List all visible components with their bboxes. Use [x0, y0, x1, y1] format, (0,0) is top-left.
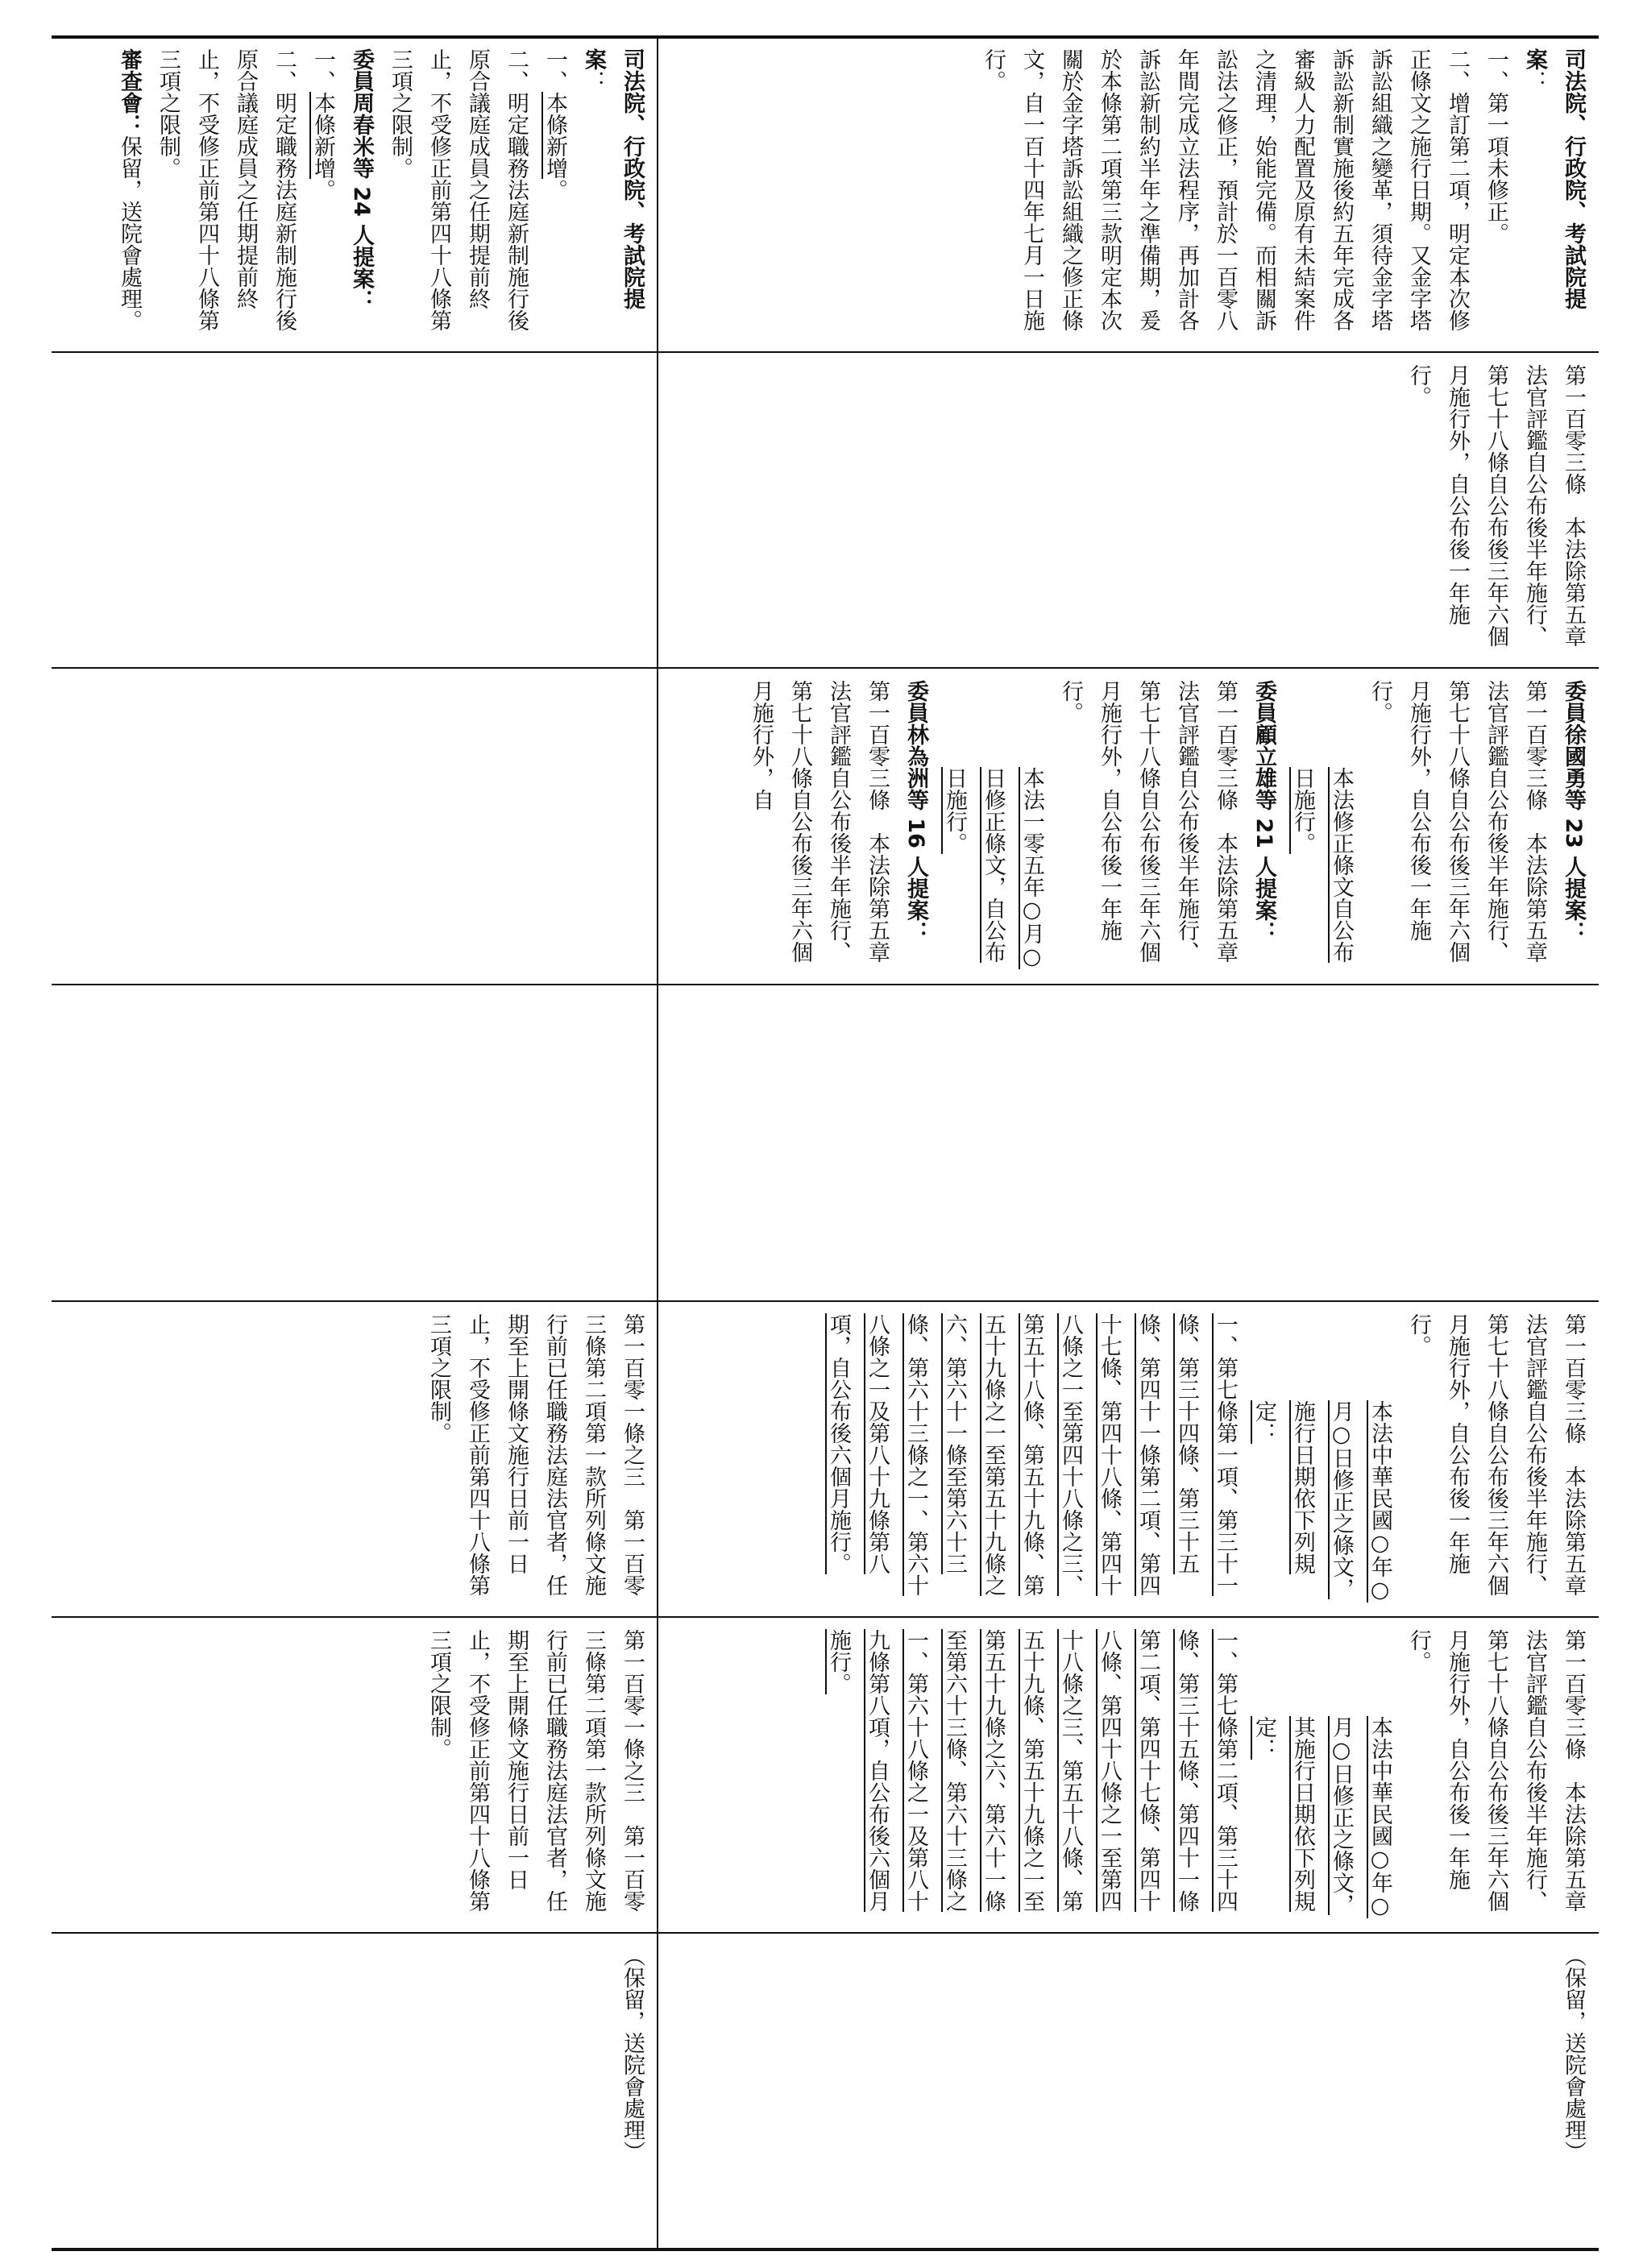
paragraph — [1244, 1629, 1399, 1932]
paragraph-text: 二、明定職務法庭新制施行後原合議庭成員之任期提前終止，不受修正前第四十八條第三項之限制。 — [388, 48, 529, 331]
amended-text: 一、第七條第一項、第三十一條、第三十四條、第三十五條、第四十一條第二項、第四十七條、第四十八條、第四十八條之一至第四十八條之三、第五十八條、第五十九條、第五十九條之一至第五十九條之六、第六十一條至第六十三條、第六十三條之一、第六十八條之一及第八十九條第八項，自公布後六個月施行。 — [826, 1313, 1238, 1596]
paragraph — [1244, 1313, 1399, 1616]
paragraph — [419, 1629, 651, 1932]
paragraph-text: 第一百零三條 本法除第五章法官評鑑自公布後半年施行、第七十八條自公布後三年六個月施行外，自公布後一年施行。 — [1406, 364, 1586, 647]
paragraph-text: 第一百零三條 本法除第五章法官評鑑自公布後半年施行、第七十八條自公布後三年六個月施行外，自公布後一年施行。 — [1406, 1313, 1586, 1596]
paragraph — [535, 48, 574, 351]
paragraph — [741, 680, 896, 983]
paragraph — [896, 680, 935, 983]
paragraph — [1515, 48, 1592, 351]
paragraph-text: 保留，送院會處理。 — [117, 135, 142, 331]
paragraph-text: （保留，送院會處理） — [620, 1945, 645, 2162]
paragraph — [380, 48, 535, 351]
cell-right — [664, 1618, 1592, 1932]
cell-right — [664, 985, 1592, 1300]
paragraph — [1283, 680, 1360, 983]
paragraph — [1554, 1945, 1592, 2248]
paragraph-text: 第一百零三條 本法除第五章法官評鑑自公布後半年施行、第七十八條自公布後三年六個月施行外，自公布後一年施行。 — [1406, 1629, 1586, 1912]
proposal-heading: 司法院、行政院、考試院提案 — [1522, 48, 1586, 309]
paragraph-text: 第一百零一條之三 第一百零三條第二項第一款所列條文施行前已任職務法庭法官者，任期至上開條文施行日前一日止，不受修正前第四十八條第三項之限制。 — [426, 1313, 645, 1596]
paragraph-text: 二、明定職務法庭新制施行後原合議庭成員之任期提前終止，不受修正前第四十八條第三項之限制。 — [156, 48, 297, 331]
paragraph-text: 一、 — [310, 48, 335, 92]
amended-text: 本法一零五年○月○日修正條文，自公布日施行。 — [942, 767, 1044, 969]
cell-right — [664, 1934, 1592, 2248]
proposal-heading: 委員顧立雄等 21 人提案： — [1251, 680, 1276, 943]
paragraph — [973, 48, 1476, 351]
paragraph — [574, 48, 651, 351]
amended-text: 本條新增 — [542, 92, 567, 179]
cell-left — [58, 1618, 651, 1932]
cell-right — [664, 669, 1592, 983]
paragraph — [819, 1313, 1244, 1616]
paragraph — [1244, 680, 1283, 983]
cell-left — [58, 37, 651, 351]
proposal-heading: 委員周春米等 24 人提案： — [349, 48, 374, 312]
cell-right — [664, 37, 1592, 351]
column-divider — [657, 37, 658, 2249]
amended-text: 本法中華民國○年○月○日修正之條文，其施行日期依下列規定： — [1251, 1716, 1392, 1918]
paragraph — [935, 680, 1051, 983]
cell-left — [58, 1302, 651, 1616]
paragraph — [110, 48, 148, 351]
paragraph — [1399, 1629, 1592, 1932]
paragraph — [1476, 48, 1515, 351]
paragraph-text: （保留，送院會處理） — [1561, 1945, 1586, 2162]
paragraph-text: 二、增訂第二項，明定本次修正條文之施行日期。又金字塔訴訟組織之變革，須待金字塔訴訟新制實施後約五年完成各審級人力配置及原有未結案件之清理，始能完備。而相關訴訟法之修正，預計於一百零八年間完成立法程序，再加計各訴訟新制約半年之準備期，爰於本條第二項第三款明定本次關於金字塔訴訟組織之修正條文，自一百十四年七月一日施行。 — [981, 48, 1470, 331]
cell-left — [58, 353, 651, 667]
paragraph — [1399, 364, 1592, 667]
paragraph — [612, 1945, 651, 2248]
paragraph — [419, 1313, 651, 1616]
amended-text: 本法修正條文自公布日施行。 — [1290, 767, 1354, 963]
paragraph — [1554, 680, 1592, 983]
paragraph — [342, 48, 380, 351]
paragraph — [148, 48, 303, 351]
proposal-heading: 司法院、行政院、考試院提案 — [581, 48, 645, 309]
paragraph — [1399, 1313, 1592, 1616]
paragraph — [303, 48, 342, 351]
paragraph-text: 一、第一項未修正。 — [1483, 48, 1508, 244]
proposal-heading: 審查會： — [117, 48, 142, 135]
paragraph-text: 一、 — [542, 48, 567, 92]
cell-left — [58, 669, 651, 983]
cell-right — [664, 353, 1592, 667]
paragraph-text: ： — [1522, 70, 1547, 92]
amended-text: 本法中華民國○年○月○日修正之條文，施行日期依下列規定： — [1251, 1400, 1392, 1603]
paragraph-text: 第一百零三條 本法除第五章法官評鑑自公布後半年施行、第七十八條自公布後三年六個月施行外，自 — [749, 680, 890, 963]
cell-right — [664, 1302, 1592, 1616]
paragraph — [819, 1629, 1244, 1932]
amended-text: 一、第七條第二項、第三十四條、第三十五條、第四十一條第二項、第四十七條、第四十八條、第四十八條之一至第四十八條之三、第五十八條、第五十九條、第五十九條之一至第五十九條之六、第六十一條至第六十三條、第六十三條之一、第六十八條之一及第八十九條第八項，自公布後六個月施行。 — [826, 1629, 1238, 1912]
cell-left — [58, 985, 651, 1300]
paragraph — [1360, 680, 1554, 983]
paragraph-text: 第一百零一條之三 第一百零三條第二項第一款所列條文施行前已任職務法庭法官者，任期至上開條文施行日前一日止，不受修正前第四十八條第三項之限制。 — [426, 1629, 645, 1912]
paragraph-text: 第一百零三條 本法除第五章法官評鑑自公布後半年施行、第七十八條自公布後三年六個月施行外，自公布後一年施行。 — [1058, 680, 1238, 963]
cell-left — [58, 1934, 651, 2248]
proposal-heading: 委員林為洲等 16 人提案： — [903, 680, 928, 943]
amended-text: 本條新增 — [310, 92, 335, 179]
paragraph-text: ： — [581, 70, 606, 92]
paragraph-tail: 。 — [542, 179, 567, 201]
paragraph-tail: 。 — [310, 179, 335, 201]
proposal-heading: 委員徐國勇等 23 人提案： — [1561, 680, 1586, 943]
paragraph — [1051, 680, 1244, 983]
bottom-rule — [52, 2248, 1599, 2251]
paragraph-text: 第一百零三條 本法除第五章法官評鑑自公布後半年施行、第七十八條自公布後三年六個月施行外，自公布後一年施行。 — [1367, 680, 1547, 963]
